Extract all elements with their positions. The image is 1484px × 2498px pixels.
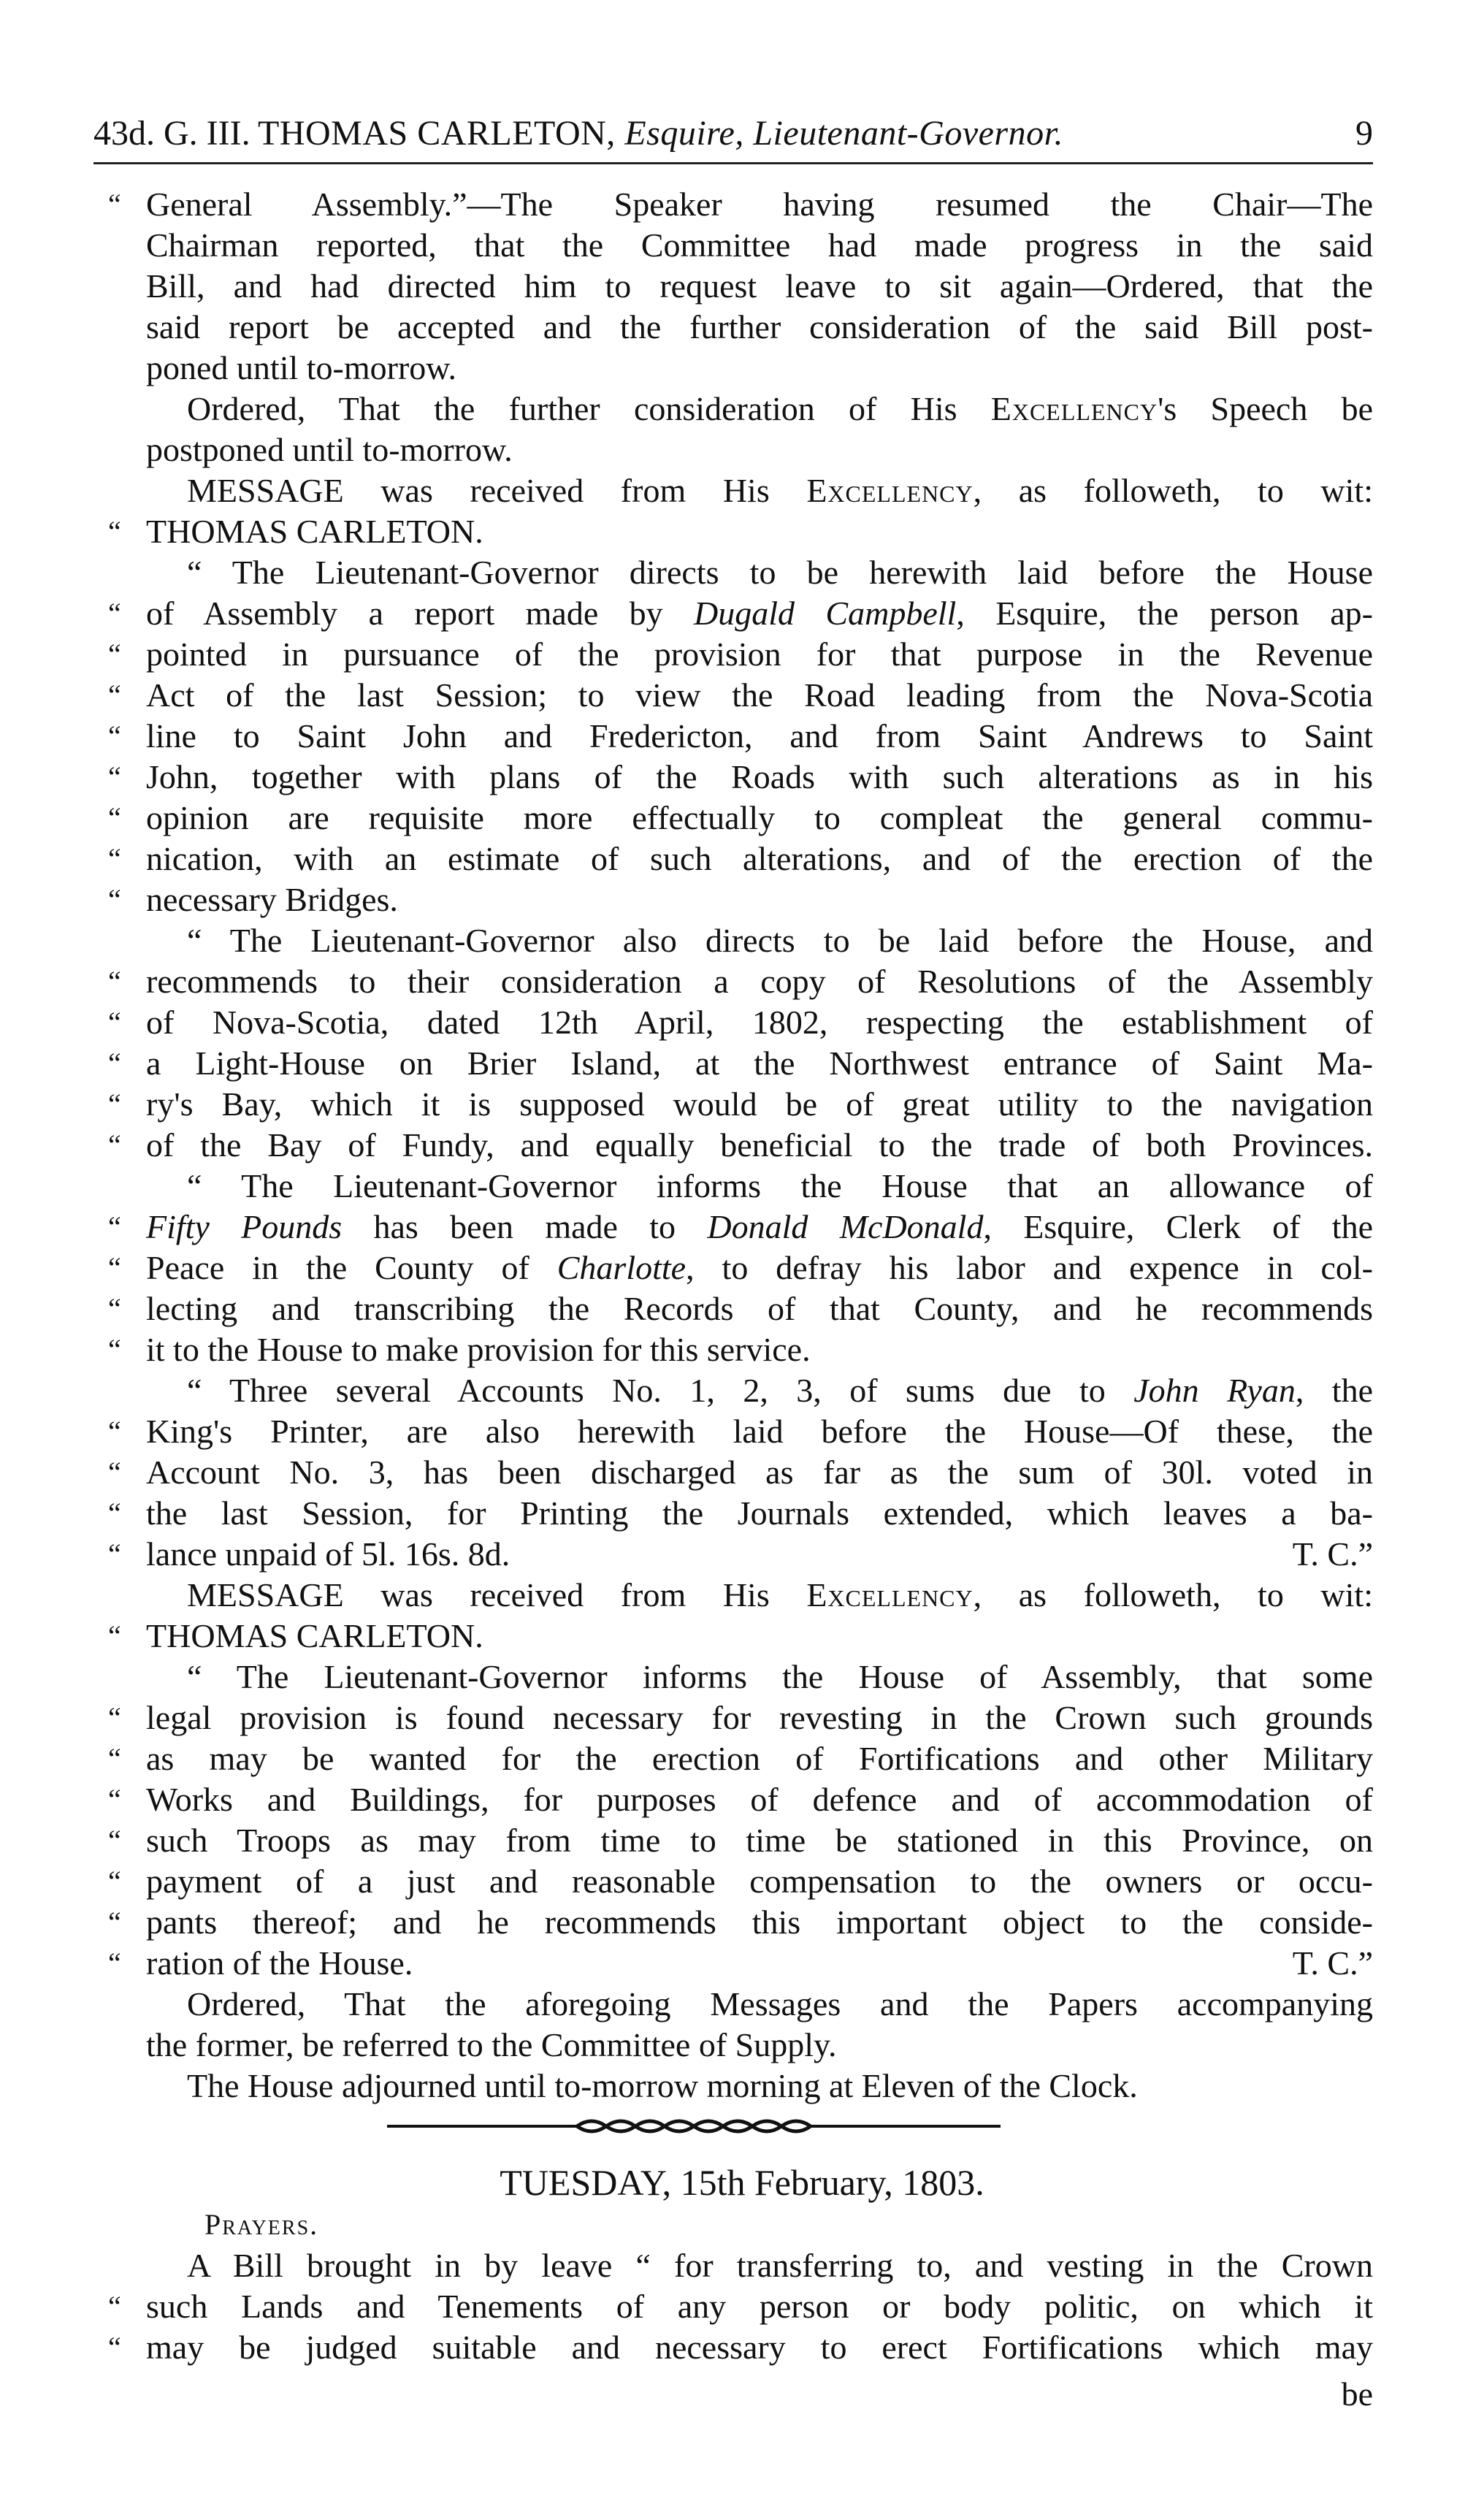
header-rule	[93, 162, 1373, 164]
running-title-office: Esquire, Lieutenant-Governor.	[624, 114, 1063, 153]
journal-body-continued	[108, 2245, 1373, 2368]
quote-mark: “	[108, 1128, 121, 1161]
quote-mark: “	[108, 760, 121, 793]
line-text: lecting and transcribing the Records of that County, and he recommends	[146, 1290, 1373, 1327]
text-line	[146, 1575, 1373, 1616]
text-line	[108, 798, 1373, 839]
line-text: poned until to-morrow.	[146, 349, 457, 386]
line-text: lance unpaid of 5l. 16s. 8d.	[146, 1535, 510, 1573]
text-line	[108, 1861, 1373, 1902]
text-line	[108, 1943, 1373, 1984]
line-text: Act of the last Session; to view the Road leading from the Nova-Scotia	[146, 676, 1373, 714]
line-text: “ The Lieutenant-Governor informs the House of Assembly, that some	[187, 1658, 1373, 1695]
line-text: General Assembly.”—The Speaker having resumed the Chair—The	[146, 186, 1373, 223]
quote-mark: “	[108, 1538, 121, 1570]
signature-initials: T. C.”	[1292, 1944, 1373, 1982]
signature-initials: T. C.”	[1292, 1535, 1373, 1573]
line-text: MESSAGE was received from His Excellency, as followeth, to wit:	[187, 1576, 1373, 1613]
text-line	[108, 1902, 1373, 1943]
quote-mark: “	[108, 597, 121, 630]
line-text: a Light-House on Brier Island, at the Northwest entrance of Saint Ma-	[146, 1044, 1373, 1082]
text-line	[108, 839, 1373, 879]
line-text: “ The Lieutenant-Governor informs the House that an allowance of	[187, 1167, 1373, 1204]
text-line	[146, 389, 1373, 429]
line-text: ration of the House.	[146, 1944, 413, 1982]
line-text: ry's Bay, which it is supposed would be of great utility to the navigation	[146, 1085, 1373, 1123]
running-title-name: THOMAS CARLETON,	[258, 114, 616, 153]
quote-mark: “	[108, 1701, 121, 1734]
quote-mark: “	[108, 1210, 121, 1243]
text-line	[146, 2025, 1373, 2066]
text-line	[146, 470, 1373, 511]
text-line	[108, 1248, 1373, 1288]
text-line	[108, 1820, 1373, 1861]
line-text: Bill, and had directed him to request leave to sit again—Ordered, that the	[146, 267, 1373, 305]
line-text: of Nova-Scotia, dated 12th April, 1802, respecting the establishment of	[146, 1004, 1373, 1041]
line-text: such Troops as may from time to time be stationed in this Province, on	[146, 1822, 1373, 1859]
text-line	[108, 1002, 1373, 1043]
day-heading: TUESDAY, 15th February, 1803.	[500, 2162, 984, 2203]
text-line	[108, 1452, 1373, 1493]
line-text: Account No. 3, has been discharged as far as the sum of 30l. voted in	[146, 1454, 1373, 1491]
line-text: “ The Lieutenant-Governor also directs to be laid before the House, and	[187, 922, 1373, 959]
quote-mark: “	[108, 1865, 121, 1898]
quote-mark: “	[108, 188, 121, 221]
line-text: Peace in the County of Charlotte, to defray his labor and expence in col-	[146, 1249, 1373, 1286]
line-text: John, together with plans of the Roads with such alterations as in his	[146, 758, 1373, 795]
text-line	[108, 593, 1373, 634]
text-line	[108, 716, 1373, 757]
quote-mark: “	[108, 679, 121, 711]
text-line	[108, 2286, 1373, 2327]
quote-mark: “	[108, 638, 121, 671]
text-line	[108, 675, 1373, 716]
text-line	[108, 1084, 1373, 1125]
text-line	[108, 1738, 1373, 1779]
text-line	[146, 348, 1373, 389]
text-line	[108, 879, 1373, 920]
running-title	[258, 108, 1063, 159]
text-line	[146, 2066, 1373, 2107]
quote-mark: “	[108, 1619, 121, 1652]
text-line	[146, 266, 1373, 307]
line-text: MESSAGE was received from His Excellency, as followeth, to wit:	[187, 472, 1373, 509]
quote-mark: “	[108, 1088, 121, 1120]
line-text: may be judged suitable and necessary to erect Fortifications which may	[146, 2329, 1373, 2366]
prayers-label: Prayers.	[204, 2208, 319, 2241]
text-line	[146, 1657, 1373, 1697]
line-text: pants thereof; and he recommends this important object to the conside-	[146, 1903, 1373, 1941]
text-line	[146, 429, 1373, 470]
text-line	[146, 1370, 1373, 1411]
quote-mark: “	[108, 1947, 121, 1979]
catchword: be	[1341, 2375, 1373, 2413]
line-text: A Bill brought in by leave “ for transferring to, and vesting in the Crown	[187, 2247, 1373, 2284]
line-text: as may be wanted for the erection of Fortifications and other Military	[146, 1740, 1373, 1777]
text-line	[146, 552, 1373, 593]
text-line	[108, 1616, 1373, 1657]
text-line	[108, 184, 1373, 225]
quote-mark: “	[108, 965, 121, 998]
line-text: pointed in pursuance of the provision for that purpose in the Revenue	[146, 635, 1373, 673]
text-line	[108, 1411, 1373, 1452]
quote-mark: “	[108, 1497, 121, 1529]
text-line	[146, 225, 1373, 266]
text-line	[108, 1493, 1373, 1534]
line-text: Ordered, That the aforegoing Messages and the Papers accompanying	[187, 1985, 1373, 2023]
ornamental-divider	[387, 2113, 1001, 2139]
text-line	[146, 1984, 1373, 2025]
line-text: THOMAS CARLETON.	[146, 513, 483, 550]
line-text: said report be accepted and the further consideration of the said Bill post-	[146, 308, 1373, 345]
line-text: “ The Lieutenant-Governor directs to be herewith laid before the House	[187, 554, 1373, 591]
quote-mark: “	[108, 883, 121, 916]
line-text: nication, with an estimate of such alterations, and of the erection of the	[146, 840, 1373, 877]
regnal-year: 43d. G. III.	[93, 114, 250, 153]
line-text: recommends to their consideration a copy of Resolutions of the Assembly	[146, 963, 1373, 1000]
quote-mark: “	[108, 1824, 121, 1857]
line-text: The House adjourned until to-morrow morning at Eleven of the Clock.	[187, 2067, 1138, 2104]
line-text: postponed until to-morrow.	[146, 431, 513, 468]
text-line	[108, 961, 1373, 1002]
text-line	[108, 1043, 1373, 1084]
text-line	[146, 2245, 1373, 2286]
line-text: opinion are requisite more effectually to compleat the general commu-	[146, 799, 1373, 836]
quote-mark: “	[108, 1415, 121, 1448]
page-number: 9	[1355, 114, 1373, 153]
quote-mark: “	[108, 1251, 121, 1284]
text-line	[108, 757, 1373, 798]
line-text: legal provision is found necessary for revesting in the Crown such grounds	[146, 1699, 1373, 1736]
line-text: line to Saint John and Fredericton, and from Saint Andrews to Saint	[146, 717, 1373, 755]
text-line	[108, 1697, 1373, 1738]
quote-mark: “	[108, 1906, 121, 1939]
line-text: such Lands and Tenements of any person or body politic, on which it	[146, 2288, 1373, 2325]
text-line	[108, 1329, 1373, 1370]
quote-mark: “	[108, 719, 121, 752]
text-line	[146, 920, 1373, 961]
line-text: “ Three several Accounts No. 1, 2, 3, of sums due to John Ryan, the	[187, 1372, 1373, 1409]
text-line	[108, 634, 1373, 675]
quote-mark: “	[108, 2331, 121, 2364]
quote-mark: “	[108, 1333, 121, 1366]
line-text: necessary Bridges.	[146, 881, 398, 918]
running-head	[93, 108, 1373, 159]
text-line	[108, 1779, 1373, 1820]
line-text: THOMAS CARLETON.	[146, 1617, 483, 1654]
line-text: Works and Buildings, for purposes of defence and of accommodation of	[146, 1781, 1373, 1818]
line-text: the last Session, for Printing the Journals extended, which leaves a ba-	[146, 1494, 1373, 1532]
line-text: it to the House to make provision for this service.	[146, 1331, 811, 1368]
quote-mark: “	[108, 842, 121, 875]
line-text: King's Printer, are also herewith laid before the House—Of these, the	[146, 1413, 1373, 1450]
line-text: Fifty Pounds has been made to Donald McDonald, Esquire, Clerk of the	[146, 1208, 1373, 1245]
quote-mark: “	[108, 1783, 121, 1816]
quote-mark: “	[108, 1047, 121, 1080]
quote-mark: “	[108, 1292, 121, 1325]
line-text: of the Bay of Fundy, and equally beneficial to the trade of both Provinces.	[146, 1126, 1373, 1164]
quote-mark: “	[108, 515, 121, 548]
line-text: Chairman reported, that the Committee had made progress in the said	[146, 226, 1373, 264]
quote-mark: “	[108, 1456, 121, 1489]
text-line	[146, 1166, 1373, 1207]
text-line	[108, 1207, 1373, 1248]
line-text: the former, be referred to the Committee of Supply.	[146, 2026, 837, 2063]
line-text: Ordered, That the further consideration of His Excellency's Speech be	[187, 390, 1373, 427]
quote-mark: “	[108, 1006, 121, 1039]
line-text: of Assembly a report made by Dugald Campbell, Esquire, the person ap-	[146, 595, 1373, 632]
text-line	[146, 307, 1373, 348]
text-line	[108, 1534, 1373, 1575]
journal-body	[108, 184, 1373, 2107]
quote-mark: “	[108, 2290, 121, 2323]
line-text: payment of a just and reasonable compensation to the owners or occu-	[146, 1863, 1373, 1900]
text-line	[108, 1288, 1373, 1329]
text-line	[108, 1125, 1373, 1166]
text-line	[108, 511, 1373, 552]
quote-mark: “	[108, 1742, 121, 1775]
quote-mark: “	[108, 801, 121, 834]
text-line	[108, 2327, 1373, 2368]
